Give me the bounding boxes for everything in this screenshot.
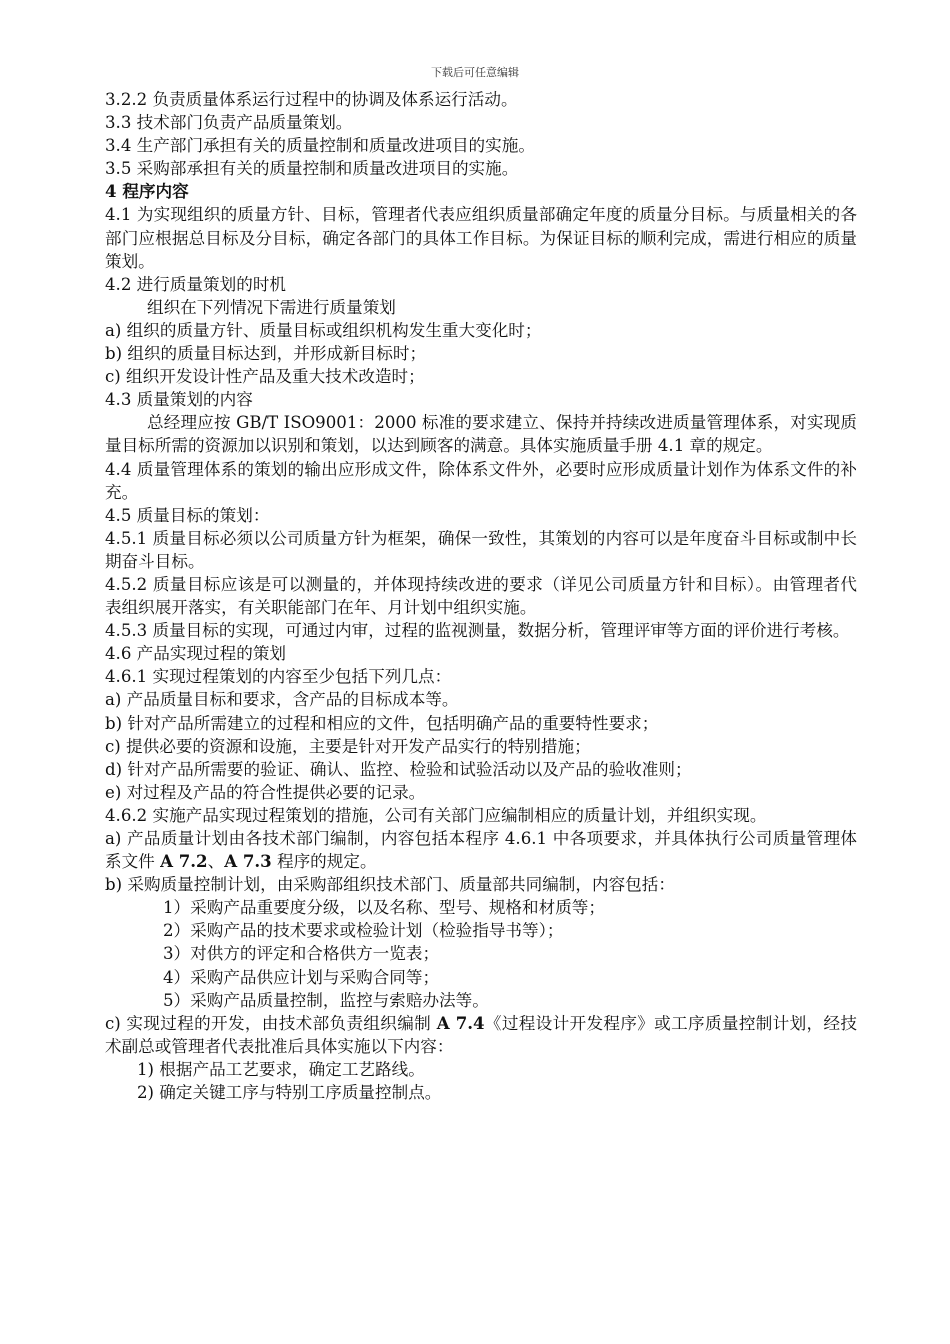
clause-3-4: 3.4 生产部门承担有关的质量控制和质量改进项目的实施。 <box>105 136 535 156</box>
item-c-sub-2: 2) 确定关键工序与特别工序质量控制点。 <box>137 1083 442 1103</box>
item-a-separator: 、 <box>207 852 225 872</box>
item-b-sub-2: 2）采购产品的技术要求或检验计划（检验指导书等）； <box>163 921 564 941</box>
clause-4-5-1: 4.5.1 质量目标必须以公司质量方针为框架，确保一致性，其策划的内容可以是年度奋斗目标或制中长期奋斗目标。 <box>105 528 857 571</box>
clause-4-6-1-item-b: b) 针对产品所需建立的过程和相应的文件，包括明确产品的重要特性要求； <box>105 713 659 733</box>
clause-4-6-1-item-d: d) 针对产品所需要的验证、确认、监控、检验和试验活动以及产品的验收准则； <box>105 759 692 779</box>
clause-4-6-2-item-a <box>105 827 857 873</box>
item-c-sub-1: 1) 根据产品工艺要求，确定工艺路线。 <box>137 1059 425 1079</box>
clause-4-6-2: 4.6.2 实施产品实现过程策划的措施，公司有关部门应编制相应的质量计划，并组织实现。 <box>105 805 767 825</box>
clause-3-5: 3.5 采购部承担有关的质量控制和质量改进项目的实施。 <box>105 159 519 179</box>
clause-4-6-1: 4.6.1 实现过程策划的内容至少包括下列几点： <box>105 667 452 687</box>
clause-4-6-1-item-a: a) 产品质量目标和要求，含产品的目标成本等。 <box>105 690 459 710</box>
item-b-sub-3: 3）对供方的评定和合格供方一览表； <box>163 944 440 964</box>
section-heading-4: 4 程序内容 <box>105 181 189 202</box>
item-b-sub-5: 5）采购产品质量控制，监控与索赔办法等。 <box>163 990 489 1010</box>
clause-3-2-2: 3.2.2 负责质量体系运行过程中的协调及体系运行活动。 <box>105 90 518 109</box>
item-a-ref-a73: A 7.3 <box>224 851 272 872</box>
page-header: 下载后可任意编辑 <box>431 66 519 79</box>
clause-4-2-item-a: a) 组织的质量方针、质量目标或组织机构发生重大变化时； <box>105 320 542 340</box>
clause-4-1: 4.1 为实现组织的质量方针、目标，管理者代表应组织质量部确定年度的质量分目标。与质量相关的各部门应根据总目标及分目标，确定各部门的具体工作目标。为保证目标的顺利完成，需进行相应的质量策划。 <box>105 205 857 271</box>
clause-4-6-1-item-e: e) 对过程及产品的符合性提供必要的记录。 <box>105 782 426 802</box>
item-b-sub-1: 1）采购产品重要度分级，以及名称、型号、规格和材质等； <box>163 898 605 918</box>
clause-3-3: 3.3 技术部门负责产品质量策划。 <box>105 113 353 133</box>
clause-4-6-2-item-c <box>105 1012 857 1058</box>
item-a-ref-a72: A 7.2 <box>160 851 208 872</box>
clause-4-6: 4.6 产品实现过程的策划 <box>105 644 287 664</box>
clause-4-2-intro: 组织在下列情况下需进行质量策划 <box>147 297 396 317</box>
clause-4-2: 4.2 进行质量策划的时机 <box>105 274 287 294</box>
clause-4-2-item-c: c) 组织开发设计性产品及重大技术改造时； <box>105 367 425 387</box>
item-c-ref-a74: A 7.4 <box>436 1012 485 1033</box>
clause-4-5: 4.5 质量目标的策划： <box>105 505 270 525</box>
clause-4-6-1-item-c: c) 提供必要的资源和设施，主要是针对开发产品实行的特别措施； <box>105 736 591 756</box>
clause-4-3: 4.3 质量策划的内容 <box>105 390 253 410</box>
clause-4-3-body: 总经理应按 GB/T ISO9001：2000 标准的要求建立、保持并持续改进质量管理体系，对实现质量目标所需的资源加以识别和策划，以达到顾客的满意。具体实施质量手册 4.1 章的规定。 <box>105 413 857 456</box>
document-body <box>105 88 857 1104</box>
item-c-suffix: 《过程设计开发程序》或工序质量控制计划，经技术副总或管理者代表批准后具体实施以下内容： <box>105 1013 857 1056</box>
clause-4-4: 4.4 质量管理体系的策划的输出应形成文件，除体系文件外，必要时应形成质量计划作为体系文件的补充。 <box>105 459 857 502</box>
clause-4-6-2-item-b: b) 采购质量控制计划，由采购部组织技术部门、质量部共同编制，内容包括： <box>105 875 675 895</box>
clause-4-5-3: 4.5.3 质量目标的实现，可通过内审，过程的监视测量，数据分析，管理评审等方面的评价进行考核。 <box>105 621 850 641</box>
item-c-text: c) 实现过程的开发，由技术部负责组织编制 <box>105 1013 437 1033</box>
item-a-suffix: 程序的规定。 <box>271 852 377 872</box>
clause-4-2-item-b: b) 组织的质量目标达到，并形成新目标时； <box>105 344 427 364</box>
item-b-sub-4: 4）采购产品供应计划与采购合同等； <box>163 967 440 987</box>
clause-4-5-2: 4.5.2 质量目标应该是可以测量的，并体现持续改进的要求（详见公司质量方针和目标）。由管理者代表组织展开落实，有关职能部门在年、月计划中组织实施。 <box>105 574 857 618</box>
item-a-text: a) 产品质量计划由各技术部门编制，内容包括本程序 4.6.1 中各项要求，并具体执行公司质量管理体系文件 <box>105 829 857 872</box>
